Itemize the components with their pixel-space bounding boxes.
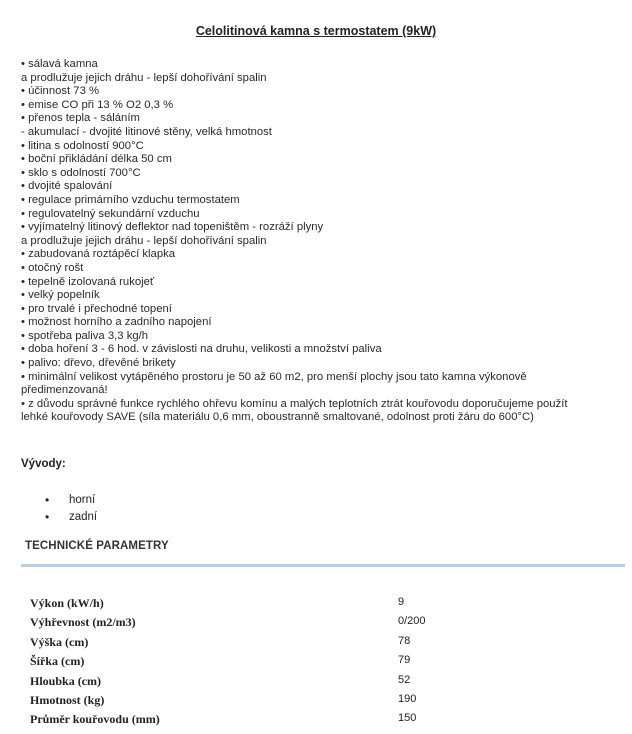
- param-value: 0/200: [398, 615, 426, 628]
- param-value: 9: [398, 596, 405, 608]
- param-label: Průměr kouřovodu (mm): [30, 712, 160, 727]
- feature-line: • z důvodu správné funkce rychlého ohřevu komínu a malých teplotních ztrát kouřovodu doporučujeme použít: [21, 397, 568, 410]
- param-value: 190: [398, 692, 417, 705]
- feature-line: • litina s odolností 900°C: [21, 139, 144, 152]
- feature-line: • tepelně izolovaná rukojeť: [21, 275, 155, 288]
- parameters-table: [30, 596, 590, 732]
- feature-line: • velký popelník: [21, 289, 100, 302]
- feature-line: • doba hoření 3 - 6 hod. v závislosti na druhu, velikosti a množství paliva: [21, 343, 382, 356]
- param-label: Šířka (cm): [30, 654, 85, 669]
- feature-line: • regulovatelný sekundární vzduchu: [21, 207, 200, 220]
- outlets-label: Vývody:: [21, 458, 66, 470]
- feature-line: • otočný rošt: [21, 261, 84, 274]
- feature-line: • sálavá kamna: [21, 58, 98, 70]
- param-value: 150: [398, 712, 417, 725]
- table-row: [30, 615, 590, 634]
- param-label: Hloubka (cm): [30, 673, 102, 688]
- table-row: [30, 674, 590, 693]
- feature-line: • palivo: dřevo, dřevěné brikety: [21, 357, 176, 370]
- feature-line: a prodlužuje jejich dráhu - lepší dohořívání spalin: [21, 234, 267, 247]
- table-row: [30, 654, 590, 673]
- list-item: • zadní: [45, 509, 97, 526]
- feature-line: • pro trvalé i přechodné topení: [21, 302, 172, 315]
- table-row: [30, 693, 590, 712]
- feature-line: • zabudovaná roztápěcí klapka: [21, 248, 176, 261]
- feature-line: a prodlužuje jejich dráhu - lepší dohořívání spalin: [21, 71, 267, 84]
- feature-line: předimenzovaná!: [21, 384, 108, 397]
- param-label: Výhřevnost (m2/m3): [30, 615, 136, 630]
- feature-line: • emise CO při 13 % O2 0,3 %: [21, 98, 174, 111]
- table-row: [30, 635, 590, 654]
- feature-line: • účinnost 73 %: [21, 85, 100, 98]
- feature-line: • regulace primárního vzduchu termostatem: [21, 193, 240, 206]
- feature-line: • minimální velikost vytápěného prostoru je 50 až 60 m2, pro menší plochy jsou tato kamna výkonově: [21, 370, 527, 383]
- param-value: 78: [398, 634, 411, 647]
- list-item: • horní: [45, 492, 97, 509]
- feature-line: • spotřeba paliva 3,3 kg/h: [21, 329, 149, 342]
- param-label: Výkon (kW/h): [30, 596, 104, 610]
- page-title: Celolitinová kamna s termostatem (9kW): [195, 24, 437, 38]
- feature-line: • vyjímatelný litinový deflektor nad topeništěm - rozráží plyny: [21, 221, 324, 234]
- feature-line: • sklo s odolností 700°C: [21, 166, 141, 179]
- feature-line: • možnost horního a zadního napojení: [21, 316, 212, 329]
- table-row: [30, 596, 590, 615]
- param-label: Výška (cm): [30, 634, 89, 649]
- feature-line: • boční přikládání délka 50 cm: [21, 153, 172, 166]
- outlets-list: [45, 492, 97, 526]
- feature-list: [21, 58, 621, 425]
- feature-line: lehké kouřovody SAVE (síla materiálu 0,6 mm, oboustranně smaltované, odolnost proti žáru do 600°C): [21, 411, 534, 424]
- param-value: 52: [398, 673, 411, 686]
- feature-line: • dvojité spalování: [21, 180, 113, 193]
- feature-line: • přenos tepla - sáláním: [21, 112, 140, 125]
- param-label: Hmotnost (kg): [30, 692, 105, 707]
- section-heading: TECHNICKÉ PARAMETRY: [25, 540, 169, 552]
- feature-line: - akumulací - dvojité litinové stěny, velká hmotnost: [21, 125, 272, 138]
- table-row: [30, 712, 590, 731]
- param-value: 79: [398, 654, 411, 667]
- section-divider: [21, 564, 625, 567]
